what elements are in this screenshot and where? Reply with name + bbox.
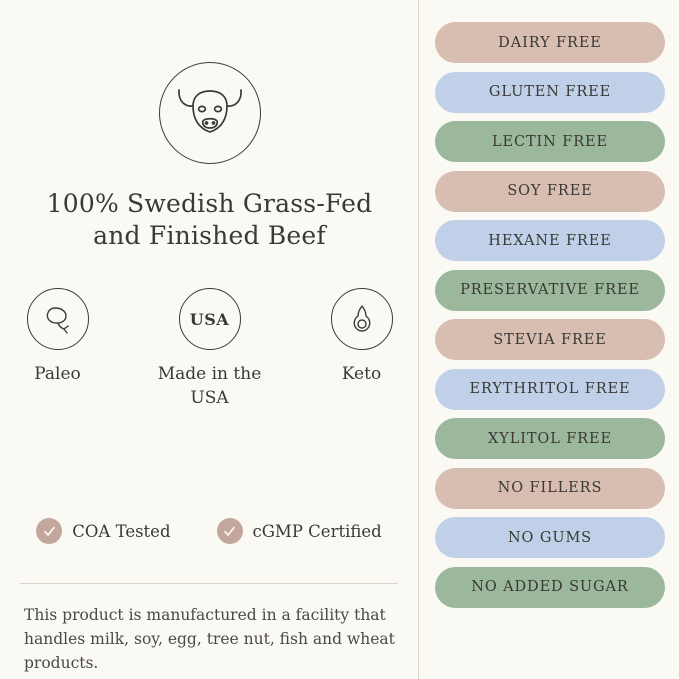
pill-soy-free: SOY FREE bbox=[435, 171, 665, 212]
badge-paleo bbox=[4, 288, 112, 411]
logo-wrapper bbox=[0, 62, 419, 164]
check-label: COA Tested bbox=[72, 521, 171, 541]
attribute-pill-list bbox=[419, 0, 679, 679]
badge-keto bbox=[308, 288, 416, 411]
pill-xylitol-free: XYLITOL FREE bbox=[435, 418, 665, 459]
pill-no-gums: NO GUMS bbox=[435, 517, 665, 558]
check-cgmp-certified bbox=[217, 518, 382, 544]
divider bbox=[20, 583, 398, 584]
badge-label: Paleo bbox=[34, 364, 81, 384]
allergen-disclaimer: This product is manufactured in a facility that handles milk, soy, egg, tree nut, fish and wheat products. bbox=[24, 606, 395, 673]
check-label: cGMP Certified bbox=[252, 521, 382, 541]
badge-made-in-usa bbox=[156, 288, 264, 411]
check-coa-tested bbox=[36, 518, 170, 544]
headline: 100% Swedish Grass-Fed and Finished Beef bbox=[46, 189, 373, 250]
badge-label: Keto bbox=[341, 364, 382, 384]
pill-no-added-sugar: NO ADDED SUGAR bbox=[435, 567, 665, 608]
pill-hexane-free: HEXANE FREE bbox=[435, 220, 665, 261]
pill-gluten-free: GLUTEN FREE bbox=[435, 72, 665, 113]
badge-label: Made in the USA bbox=[157, 364, 262, 408]
pill-stevia-free: STEVIA FREE bbox=[435, 319, 665, 360]
pill-lectin-free: LECTIN FREE bbox=[435, 121, 665, 162]
meat-leg-icon bbox=[27, 288, 89, 350]
pill-preservative-free: PRESERVATIVE FREE bbox=[435, 270, 665, 311]
bull-head-icon bbox=[159, 62, 261, 164]
usa-text: USA bbox=[189, 309, 230, 329]
pill-no-fillers: NO FILLERS bbox=[435, 468, 665, 509]
check-icon bbox=[217, 518, 243, 544]
pill-erythritol-free: ERYTHRITOL FREE bbox=[435, 369, 665, 410]
certification-badges bbox=[0, 288, 419, 411]
check-icon bbox=[36, 518, 62, 544]
pill-dairy-free: DAIRY FREE bbox=[435, 22, 665, 63]
quality-checks bbox=[0, 518, 418, 544]
usa-text-icon bbox=[179, 288, 241, 350]
avocado-icon bbox=[331, 288, 393, 350]
